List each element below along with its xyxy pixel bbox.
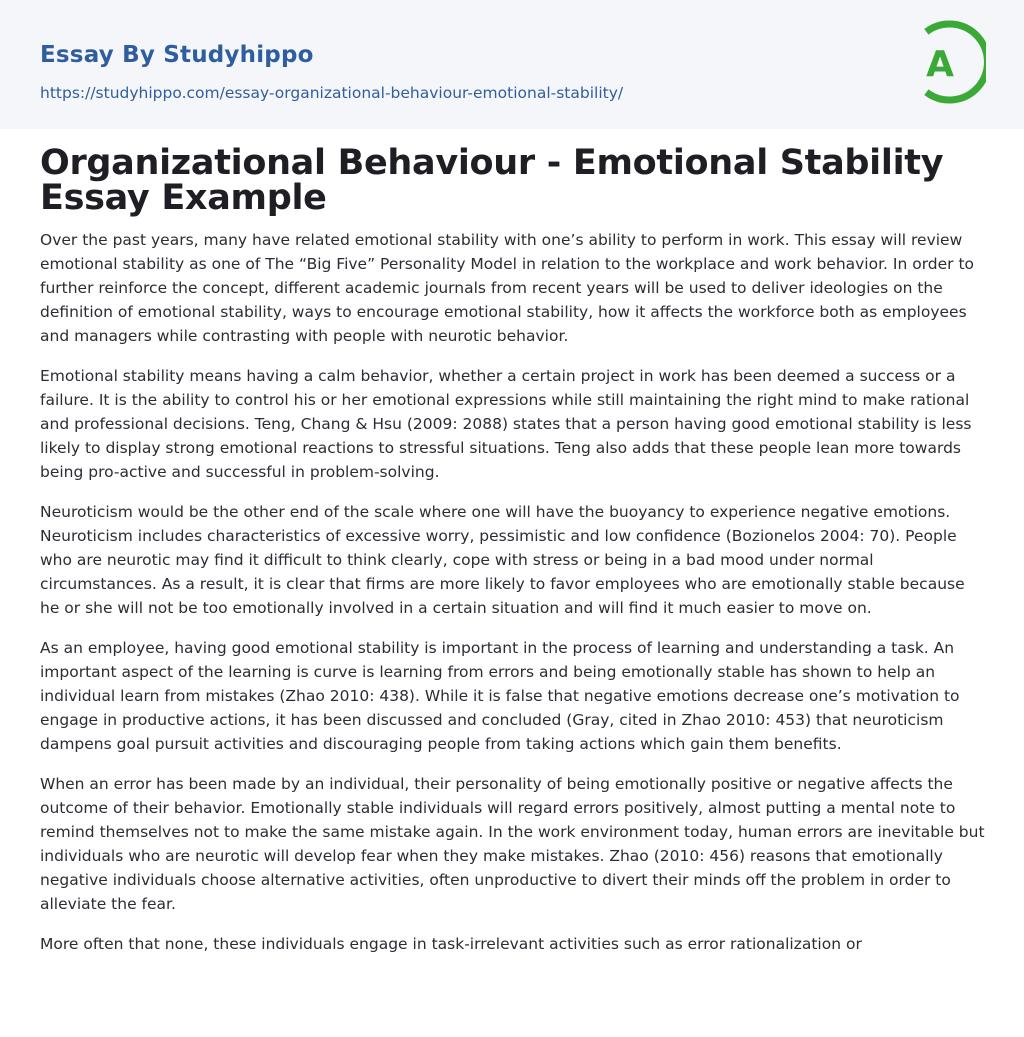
article-paragraph: Neuroticism would be the other end of the scale where one will have the buoyancy to experience negative emotions. Neuroticism includes characteristics of excessive worry, pessimistic and low confidence (Bozionelos 2004: 70). People who are neurotic may find it difficult to think clearly, cope with stress or being in a bad mood under normal circumstances. As a result, it is clear that firms are more likely to favor employees who are emotionally stable because he or she will not be too emotionally involved in a certain situation and will find it much easier to move on. — [40, 503, 965, 617]
article-paragraph: Over the past years, many have related emotional stability with one’s ability to perform in work. This essay will review emotional stability as one of The “Big Five” Personality Model in relation to the workplace and work behavior. In order to further reinforce the concept, different academic journals from recent years will be used to deliver ideologies on the definition of emotional stability, ways to encourage emotional stability, how it affects the workforce both as employees and managers while contrasting with people with neurotic behavior. — [40, 231, 975, 345]
logo-letter: A — [926, 44, 954, 85]
article — [40, 143, 988, 956]
page-url-link[interactable]: https://studyhippo.com/essay-organizational-behaviour-emotional-stability/ — [40, 84, 624, 102]
article-paragraph: When an error has been made by an individual, their personality of being emotionally positive or negative affects the outcome of their behavior. Emotionally stable individuals will regard errors positively, almost putting a mental note to remind themselves not to make the same mistake again. In the work environment today, human errors are inevitable but individuals who are neurotic will develop fear when they make mistakes. Zhao (2010: 456) reasons that emotionally negative individuals choose alternative activities, often unproductive to divert their minds off the problem in order to alleviate the fear. — [40, 775, 985, 913]
site-title-link[interactable]: Essay By Studyhippo — [40, 42, 314, 68]
article-paragraph: Emotional stability means having a calm behavior, whether a certain project in work has been deemed a success or a failure. It is the ability to control his or her emotional expressions while still maintaining the right mind to make rational and professional decisions. Teng, Chang & Hsu (2009: 2088) states that a person having good emotional stability is less likely to display strong emotional reactions to stressful situations. Teng also adds that these people lean more towards being pro-active and successful in problem-solving. — [40, 367, 972, 481]
article-title: Organizational Behaviour - Emotional Stability Essay Example — [40, 143, 944, 218]
article-paragraph: More often that none, these individuals engage in task-irrelevant activities such as error rationalization or — [40, 935, 862, 953]
site-header — [0, 0, 1024, 129]
article-paragraph: As an employee, having good emotional stability is important in the process of learning and understanding a task. An important aspect of the learning is curve is learning from errors and being emotionally stable has shown to help an individual learn from mistakes (Zhao 2010: 438). While it is false that negative emotions decrease one’s motivation to engage in productive actions, it has been discussed and concluded (Gray, cited in Zhao 2010: 453) that neuroticism dampens goal pursuit activities and discouraging people from taking actions which gain them benefits. — [40, 639, 960, 753]
studyhippo-logo-icon[interactable] — [912, 19, 986, 105]
